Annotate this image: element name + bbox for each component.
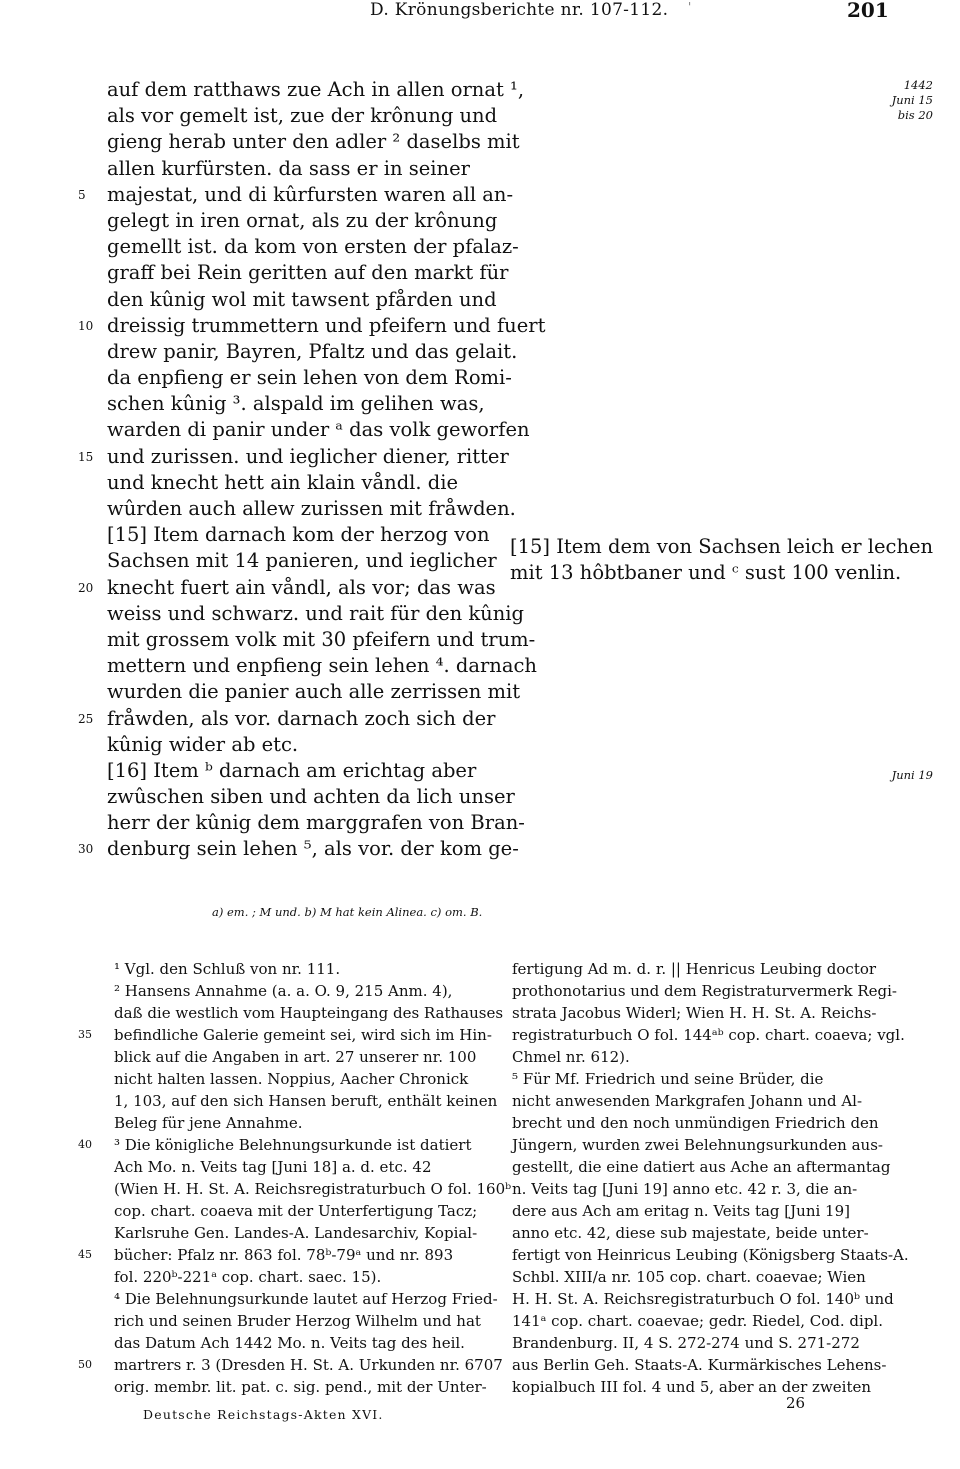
text-line-text: auf dem ratthaws zue Ach in allen ornat ¹, [107, 78, 525, 101]
text-line [78, 129, 520, 155]
footnote-line-text: Jüngern, wurden zwei Belehnungsurkunden aus- [512, 1136, 883, 1154]
text-line [78, 679, 521, 705]
footnote-line [512, 1024, 912, 1046]
footnote-line [512, 1112, 912, 1134]
margin-date-juni-19: Juni 19 [891, 768, 933, 782]
footnote-line-text: Chmel nr. 612). [512, 1048, 630, 1066]
text-line-text: und knecht hett ain klain våndl. die [107, 470, 459, 494]
footnote-line [78, 980, 508, 1002]
text-line-text: zwûschen siben und achten da lich unser [107, 785, 515, 809]
line-number: 50 [78, 1358, 92, 1371]
page-number: 201 [847, 0, 889, 22]
footnote-line [512, 1090, 912, 1112]
footnote-line [512, 1156, 912, 1178]
footnote-line-text: rich und seinen Bruder Herzog Wilhelm und hat [114, 1312, 481, 1330]
margin-year: 1442 [903, 78, 933, 92]
footnote-line [78, 1266, 508, 1288]
text-line-text: wûrden auch allew zurissen mit fråwden. [107, 497, 516, 520]
line-number: 10 [78, 318, 94, 333]
footnote-line-text: ¹ Vgl. den Schluß von nr. 111. [114, 960, 341, 978]
footnote-line [78, 1112, 508, 1134]
footnote-line-text: gestellt, die eine datiert aus Ache an aftermantag [512, 1158, 891, 1176]
text-line [78, 208, 498, 234]
text-line-text: fråwden, als vor. darnach zoch sich der [107, 706, 496, 730]
line-number: 40 [78, 1138, 92, 1151]
footnote-line-text: Ach Mo. n. Veits tag [Juni 18] a. d. etc. 42 [114, 1158, 432, 1176]
text-line-text: mit grossem volk mit 30 pfeifern und trum- [107, 627, 536, 651]
footnote-line [512, 1178, 912, 1200]
footnote-line-text: (Wien H. H. St. A. Reichsregistraturbuch O fol. 160ᵇ [114, 1180, 512, 1198]
footnotes-left-column [78, 958, 512, 1398]
footnote-line [78, 1310, 508, 1332]
footnote-line-text: orig. membr. lit. pat. c. sig. pend., mit der Unter- [114, 1378, 487, 1396]
footnote-line [78, 1332, 508, 1354]
parallel-text-column [510, 534, 934, 586]
text-line-text: Sachsen mit 14 panieren, und ieglicher [107, 549, 497, 573]
footnote-line [78, 1068, 508, 1090]
text-line [78, 182, 514, 208]
footnote-line [78, 1288, 508, 1310]
critical-apparatus: a) em. ; M und. b) M hat kein Alinea. c) om. B. [212, 905, 483, 919]
text-line-text: kûnig wider ab etc. [107, 732, 299, 756]
footnote-line-text: das Datum Ach 1442 Mo. n. Veits tag des heil. [114, 1334, 465, 1352]
line-number: 20 [78, 580, 94, 595]
footnote-line-text: bücher: Pfalz nr. 863 fol. 78ᵇ-79ᵃ und nr. 893 [114, 1246, 454, 1264]
footnote-line [512, 1244, 912, 1266]
text-line-text: majestat, und di kûrfursten waren all an- [107, 182, 514, 206]
text-line [78, 496, 516, 522]
text-line-text: da enpfieng er sein lehen von dem Romi- [107, 366, 512, 390]
footnote-line [78, 1178, 512, 1200]
footnote-line [512, 1266, 912, 1288]
footnote-line-text: Schbl. XIII/a nr. 105 cop. chart. coaevae; Wien [512, 1268, 866, 1286]
footnote-line-text: befindliche Galerie gemeint sei, wird sich im Hin- [114, 1026, 492, 1044]
text-line [78, 548, 498, 574]
margin-start-date: Juni 15 [891, 93, 933, 107]
footnote-line [78, 1002, 508, 1024]
text-line [78, 313, 546, 339]
text-line [78, 365, 512, 391]
footnote-line-text: daß die westlich vom Haupteingang des Rathauses [114, 1004, 504, 1022]
line-number: 5 [78, 187, 86, 202]
text-line-text: knecht fuert ain våndl, als vor; das was [107, 575, 496, 599]
footnote-line-text: fertigt von Heinricus Leubing (Königsberg Staats-A. [512, 1246, 909, 1264]
text-line-text: gelegt in iren ornat, als zu der krônung [107, 208, 498, 232]
footnote-line [78, 1090, 508, 1112]
parallel-line-text: mit 13 hôbtbaner und ᶜ sust 100 venlin. [510, 561, 902, 585]
footnote-line-text: brecht und den noch unmündigen Friedrich den [512, 1114, 879, 1132]
text-line [78, 627, 536, 653]
footnote-line [78, 1244, 508, 1266]
text-line [78, 234, 519, 260]
text-line-text: weiss und schwarz. und rait für den kûnig [107, 601, 525, 625]
text-line [78, 810, 525, 836]
text-line [78, 836, 519, 862]
footnote-line [512, 958, 912, 980]
text-line [78, 784, 515, 810]
footnote-line [512, 1134, 912, 1156]
footnote-line [512, 1376, 912, 1398]
footnote-line [512, 1068, 912, 1090]
line-number: 35 [78, 1028, 92, 1041]
footnote-line-text: blick auf die Angaben in art. 27 unserer nr. 100 [114, 1048, 477, 1066]
text-line-text: gemellt ist. da kom von ersten der pfalaz- [107, 235, 519, 259]
line-number: 15 [78, 449, 94, 464]
footnote-line [78, 1222, 508, 1244]
text-line [78, 575, 498, 601]
text-line-text: den kûnig wol mit tawsent pfården und [107, 287, 497, 311]
text-line [78, 470, 498, 496]
running-head [0, 0, 960, 24]
text-line [78, 758, 498, 784]
footnote-line-text: 1, 103, auf den sich Hansen beruft, enthält keinen [114, 1092, 498, 1110]
footnote-line [78, 1354, 508, 1376]
footnotes-right-column [512, 958, 912, 1398]
footnote-line [512, 1222, 912, 1244]
text-line-text: denburg sein lehen ⁵, als vor. der kom ge- [107, 837, 519, 861]
text-line [78, 444, 509, 470]
margin-date-range [873, 78, 933, 123]
text-line [78, 391, 498, 417]
text-line-text: [15] Item darnach kom der herzog von [107, 523, 490, 547]
footnote-line [512, 1288, 912, 1310]
footnote-line-text: Beleg für jene Annahme. [114, 1114, 303, 1132]
text-line-text: als vor gemelt ist, zue der krônung und [107, 104, 498, 128]
footnote-line-text: ³ Die königliche Belehnungsurkunde ist datiert [114, 1136, 472, 1154]
footnote-line [78, 1024, 508, 1046]
footnote-line-text: H. H. St. A. Reichsregistraturbuch O fol. 140ᵇ und [512, 1290, 894, 1308]
text-line [78, 732, 498, 758]
text-line-text: allen kurfürsten. da sass er in seiner [107, 156, 470, 180]
text-line [78, 103, 498, 129]
footnote-line-text: n. Veits tag [Juni 19] anno etc. 42 r. 3, die an- [512, 1180, 858, 1198]
footnote-line [512, 1310, 912, 1332]
footnote-line [78, 1046, 508, 1068]
line-number: 45 [78, 1248, 92, 1261]
parallel-line [510, 534, 934, 560]
footnote-line-text: anno etc. 42, diese sub majestate, beide unter- [512, 1224, 869, 1242]
footnote-line [78, 1156, 508, 1178]
footnote-line-text: nicht anwesenden Markgrafen Johann und Al- [512, 1092, 863, 1110]
line-number: 30 [78, 842, 94, 857]
text-line-text: warden di panir under ᵃ das volk geworfen [107, 418, 530, 442]
parallel-line [510, 560, 930, 586]
text-line-text: schen kûnig ³. alspald im gelihen was, [107, 392, 485, 416]
footnote-line-text: Brandenburg. II, 4 S. 272-274 und S. 271-272 [512, 1334, 860, 1352]
text-line [78, 287, 498, 313]
footnote-line-text: 141ᵃ cop. chart. coaevae; gedr. Riedel, Cod. dipl. [512, 1312, 883, 1330]
text-line-text: drew panir, Bayren, Pfaltz und das gelait. [107, 339, 518, 363]
text-line-text: herr der kûnig dem marggrafen von Bran- [107, 811, 525, 835]
volume-signature: Deutsche Reichstags-Akten XVI. [143, 1407, 384, 1422]
footnote-line-text: cop. chart. coaeva mit der Unterfertigung Tacz; [114, 1202, 478, 1220]
footnote-line [512, 980, 912, 1002]
main-text-column [78, 77, 546, 863]
text-line-text: wurden die panier auch alle zerrissen mit [107, 680, 521, 704]
text-line [78, 522, 498, 548]
text-line [78, 156, 498, 182]
text-line [78, 706, 498, 732]
footnote-line [78, 1200, 508, 1222]
running-title: D. Krönungsberichte nr. 107-112. [370, 0, 669, 20]
footnote-line-text: registraturbuch O fol. 144ᵃᵇ cop. chart. coaeva; vgl. [512, 1026, 905, 1044]
footnote-line [512, 1002, 912, 1024]
signature-number: 26 [786, 1394, 806, 1412]
footnote-line-text: nicht halten lassen. Noppius, Aacher Chronick [114, 1070, 469, 1088]
footnote-line [78, 1376, 508, 1398]
footnote-line-text: dere aus Ach am eritag n. Veits tag [Juni 19] [512, 1202, 850, 1220]
text-line-text: mettern und enpfieng sein lehen ⁴. darnach [107, 654, 537, 678]
text-line [78, 653, 537, 679]
footnote-line [78, 1134, 508, 1156]
text-line [78, 339, 518, 365]
text-line [78, 260, 509, 286]
footnote-line-text: ⁴ Die Belehnungsurkunde lautet auf Herzog Fried- [114, 1290, 498, 1308]
footnote-line-text: fol. 220ᵇ-221ᵃ cop. chart. saec. 15). [114, 1268, 382, 1286]
text-line-text: [16] Item ᵇ darnach am erichtag aber [107, 758, 477, 782]
footnote-line-text: ⁵ Für Mf. Friedrich und seine Brüder, die [512, 1070, 824, 1088]
text-line-text: graff bei Rein geritten auf den markt für [107, 261, 509, 285]
footnote-line-text: ² Hansens Annahme (a. a. O. 9, 215 Anm. 4), [114, 982, 453, 1000]
margin-end-date: bis 20 [897, 108, 933, 122]
footnote-line-text: martrers r. 3 (Dresden H. St. A. Urkunden nr. 6707 [114, 1356, 503, 1374]
text-line-text: dreissig trummettern und pfeifern und fuert [107, 313, 546, 337]
footnote-line-text: fertigung Ad m. d. r. || Henricus Leubing doctor [512, 960, 877, 978]
footnote-line [512, 1046, 912, 1068]
text-line [78, 417, 530, 443]
text-line [78, 601, 525, 627]
footnote-line [512, 1354, 912, 1376]
footnote-line [78, 958, 508, 980]
text-line-text: gieng herab unter den adler ² daselbs mit [107, 130, 520, 154]
footnote-line-text: Karlsruhe Gen. Landes-A. Landesarchiv, Kopial- [114, 1224, 478, 1242]
footnote-line-text: prothonotarius und dem Registraturvermerk Regi- [512, 982, 897, 1000]
footnote-line-text: aus Berlin Geh. Staats-A. Kurmärkisches Lehens- [512, 1356, 887, 1374]
line-number: 25 [78, 711, 94, 726]
stray-mark: ' [688, 0, 692, 14]
footnote-line [512, 1200, 912, 1222]
text-line [78, 77, 525, 103]
parallel-line-text: [15] Item dem von Sachsen leich er lechen [510, 535, 934, 558]
text-line-text: und zurissen. und ieglicher diener, ritter [107, 444, 509, 468]
footnote-line-text: kopialbuch III fol. 4 und 5, aber an der zweiten [512, 1378, 872, 1396]
footnote-line [512, 1332, 912, 1354]
footnote-line-text: strata Jacobus Widerl; Wien H. H. St. A. Reichs- [512, 1004, 877, 1022]
